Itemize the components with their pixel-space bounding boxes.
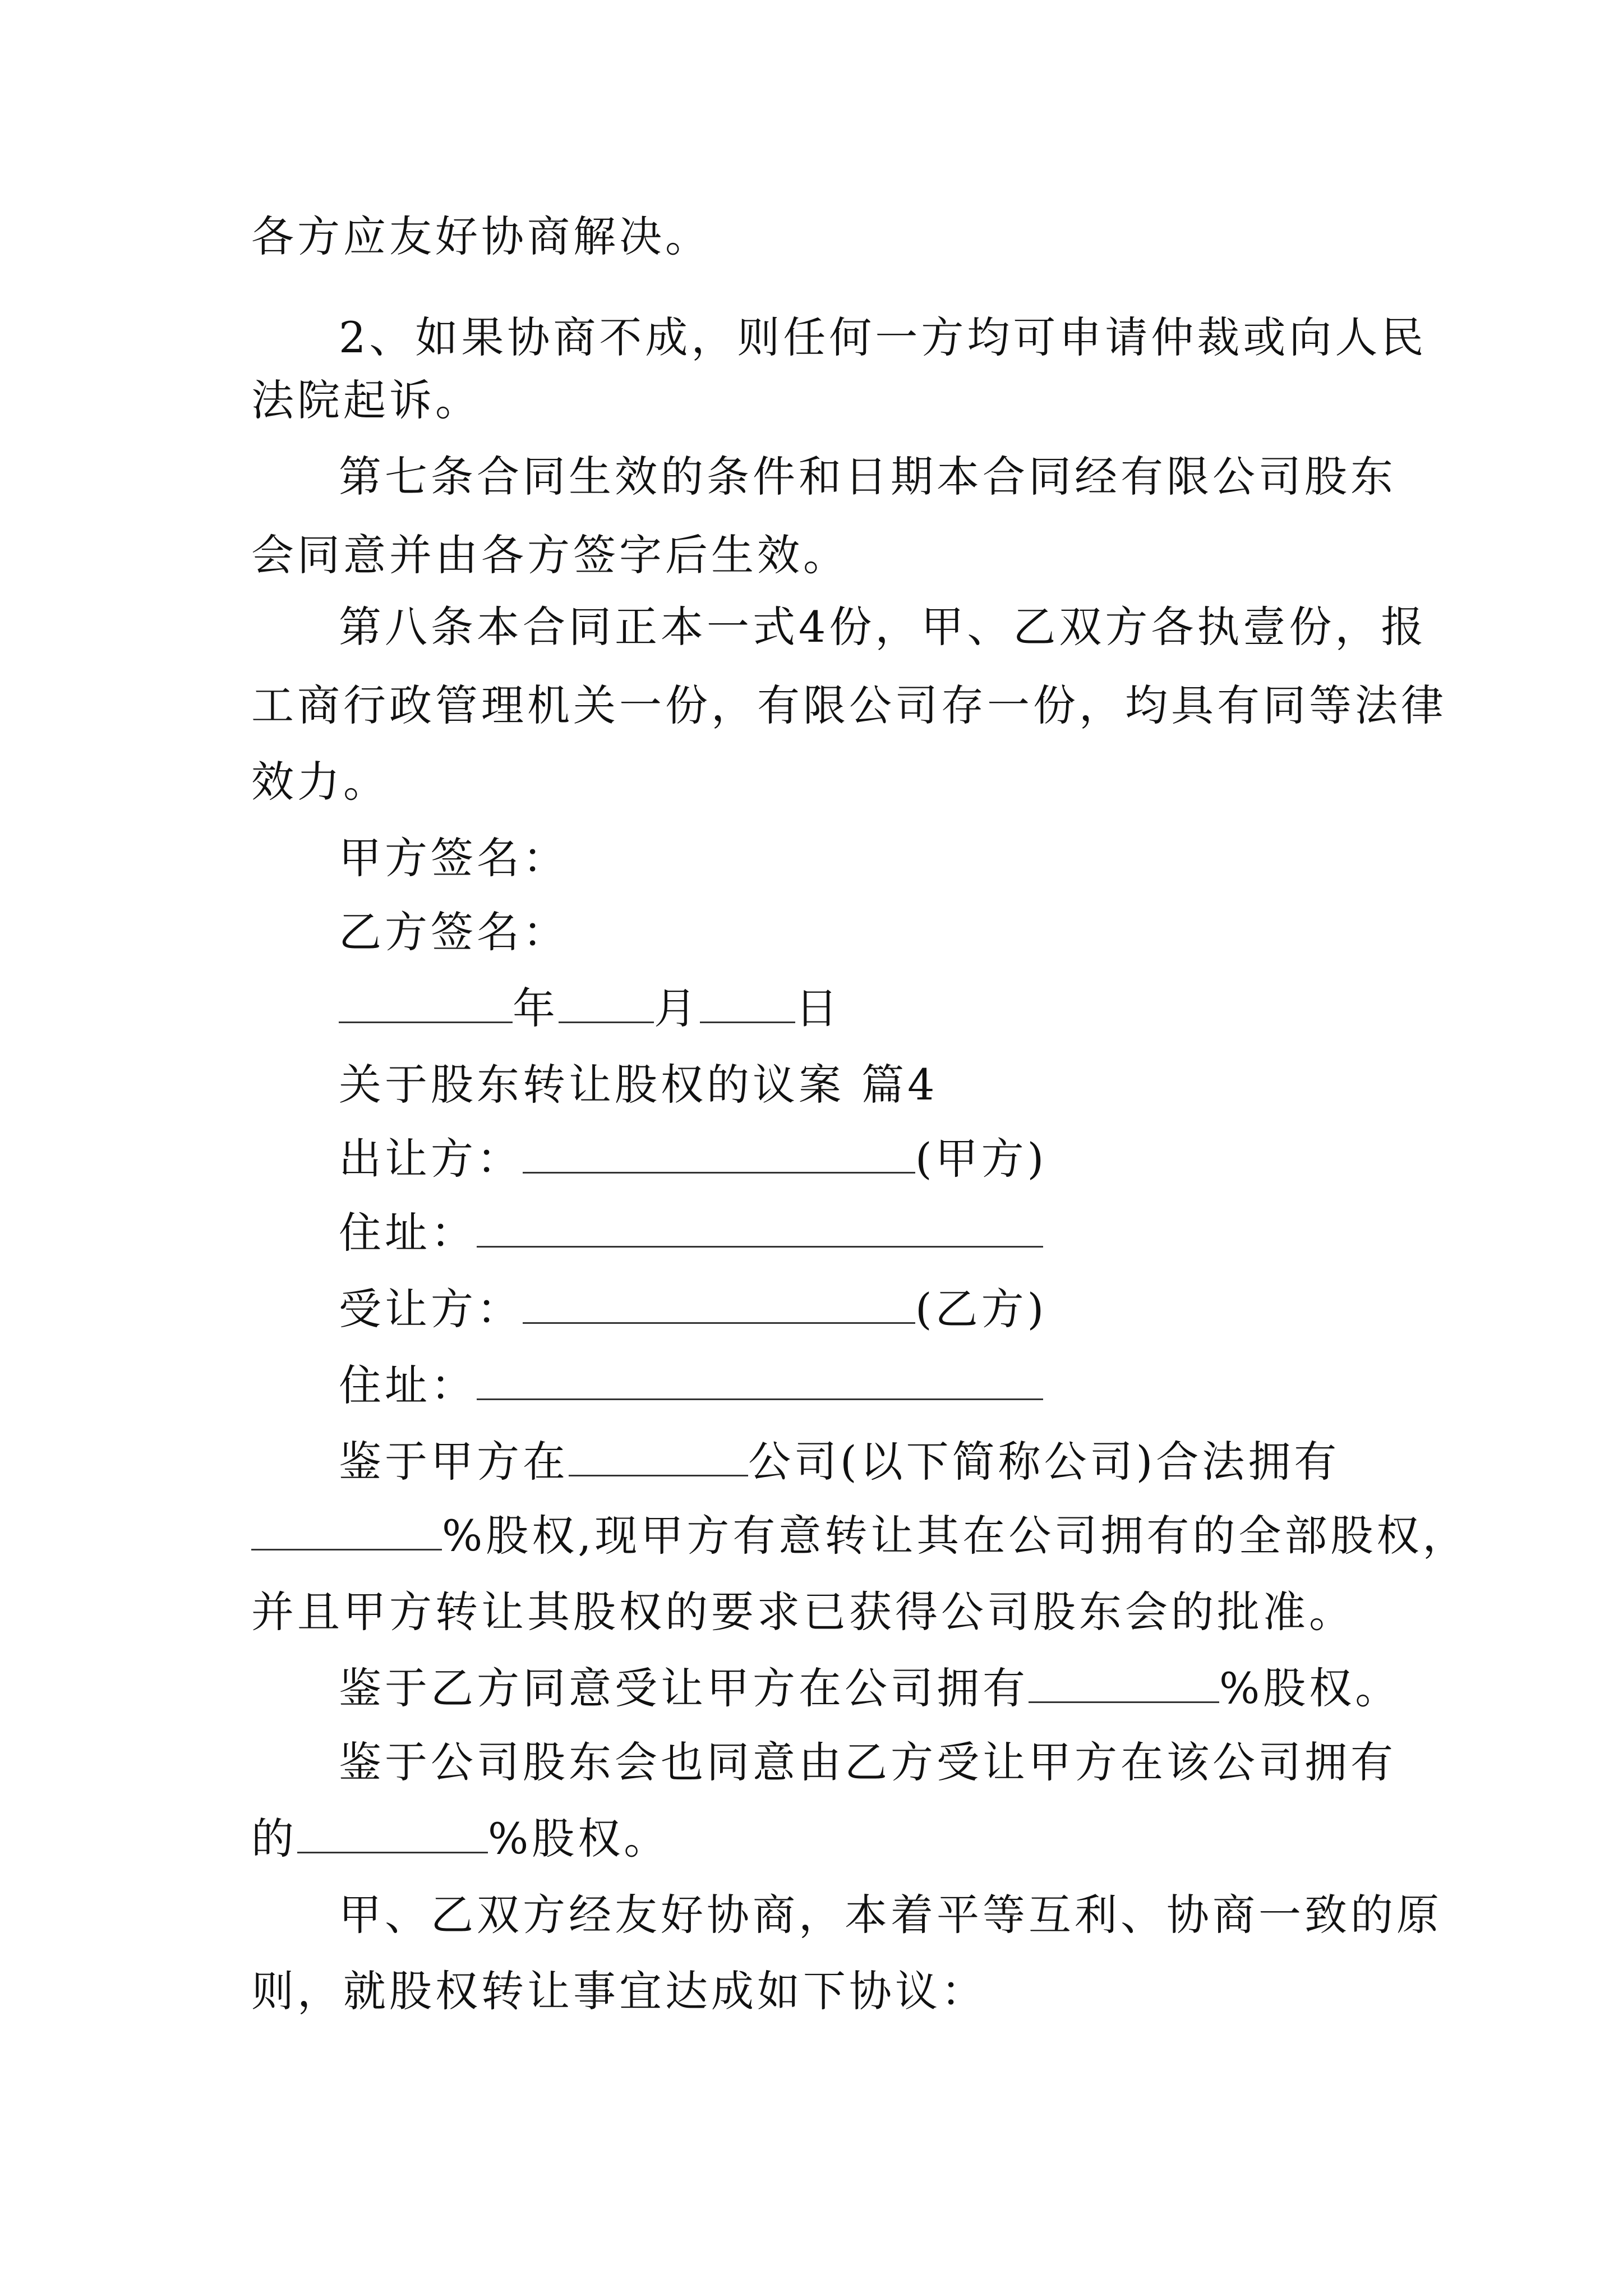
- section-title: 关于股东转让股权的议案 篇4: [339, 1060, 938, 1110]
- paragraph-line: 鉴于公司股东会也同意由乙方受让甲方在该公司拥有: [339, 1737, 1396, 1787]
- paragraph-line: 法院起诉。: [251, 375, 481, 425]
- address-label: 住址：: [339, 1208, 477, 1258]
- paragraph-line: 并且甲方转让其股权的要求已获得公司股东会的批准。: [251, 1587, 1355, 1637]
- percent-blank: [297, 1814, 488, 1853]
- transferor-label: 出让方：: [339, 1134, 523, 1184]
- company-blank: [569, 1437, 748, 1476]
- month-label: 月: [654, 983, 700, 1033]
- day-blank: [700, 983, 795, 1023]
- paragraph-line: 工商行政管理机关一份，有限公司存一份，均具有同等法律: [251, 680, 1447, 730]
- transferor-suffix: (甲方): [915, 1134, 1048, 1184]
- percent-blank: [251, 1511, 442, 1550]
- address-line-1: [339, 1205, 1043, 1261]
- signature-label-party-a: 甲方签名：: [339, 833, 569, 883]
- address-blank: [477, 1360, 1043, 1400]
- transferee-suffix: (乙方): [915, 1284, 1048, 1334]
- percent-blank: [1029, 1663, 1219, 1703]
- paragraph-line: 第八条本合同正本一式4份，甲、乙双方各执壹份，报: [339, 602, 1427, 652]
- paragraph-line: 2、如果协商不成，则任何一方均可申请仲裁或向人民: [339, 312, 1427, 362]
- month-blank: [559, 983, 654, 1023]
- paragraph-line: 效力。: [251, 757, 389, 807]
- transferor-blank: [523, 1134, 915, 1174]
- day-label: 日: [795, 983, 841, 1033]
- text-segment: %股权。: [488, 1814, 670, 1864]
- paragraph-line: [251, 1811, 670, 1867]
- address-line-2: [339, 1358, 1043, 1414]
- paragraph-line: 会同意并由各方签字后生效。: [251, 530, 849, 580]
- address-blank: [477, 1208, 1043, 1248]
- paragraph-line: 甲、乙双方经友好协商，本着平等互利、协商一致的原: [339, 1890, 1442, 1940]
- paragraph-line: [339, 1434, 1340, 1490]
- year-blank: [339, 983, 513, 1023]
- transferee-blank: [523, 1284, 915, 1324]
- year-label: 年: [513, 983, 559, 1033]
- paragraph-line: [339, 1660, 1401, 1717]
- text-segment: %股权。: [1219, 1663, 1401, 1713]
- text-segment: 的: [251, 1814, 297, 1864]
- transferor-line: [339, 1131, 1047, 1187]
- address-label: 住址：: [339, 1360, 477, 1410]
- text-segment: %股权,现甲方有意转让其在公司拥有的全部股权，: [442, 1511, 1469, 1561]
- signature-label-party-b: 乙方签名：: [339, 907, 569, 957]
- text-segment: 鉴于乙方同意受让甲方在公司拥有: [339, 1663, 1029, 1713]
- paragraph-line: [251, 1508, 1468, 1564]
- paragraph-line: 则，就股权转让事宜达成如下协议：: [251, 1966, 987, 2016]
- paragraph-line: 第七条合同生效的条件和日期本合同经有限公司股东: [339, 452, 1396, 501]
- date-line: [339, 981, 841, 1037]
- transferee-line: [339, 1281, 1047, 1337]
- text-segment: 公司(以下简称公司)合法拥有: [748, 1437, 1340, 1487]
- paragraph-line: 各方应友好协商解决。: [251, 211, 711, 261]
- text-segment: 鉴于甲方在: [339, 1437, 569, 1487]
- transferee-label: 受让方：: [339, 1284, 523, 1334]
